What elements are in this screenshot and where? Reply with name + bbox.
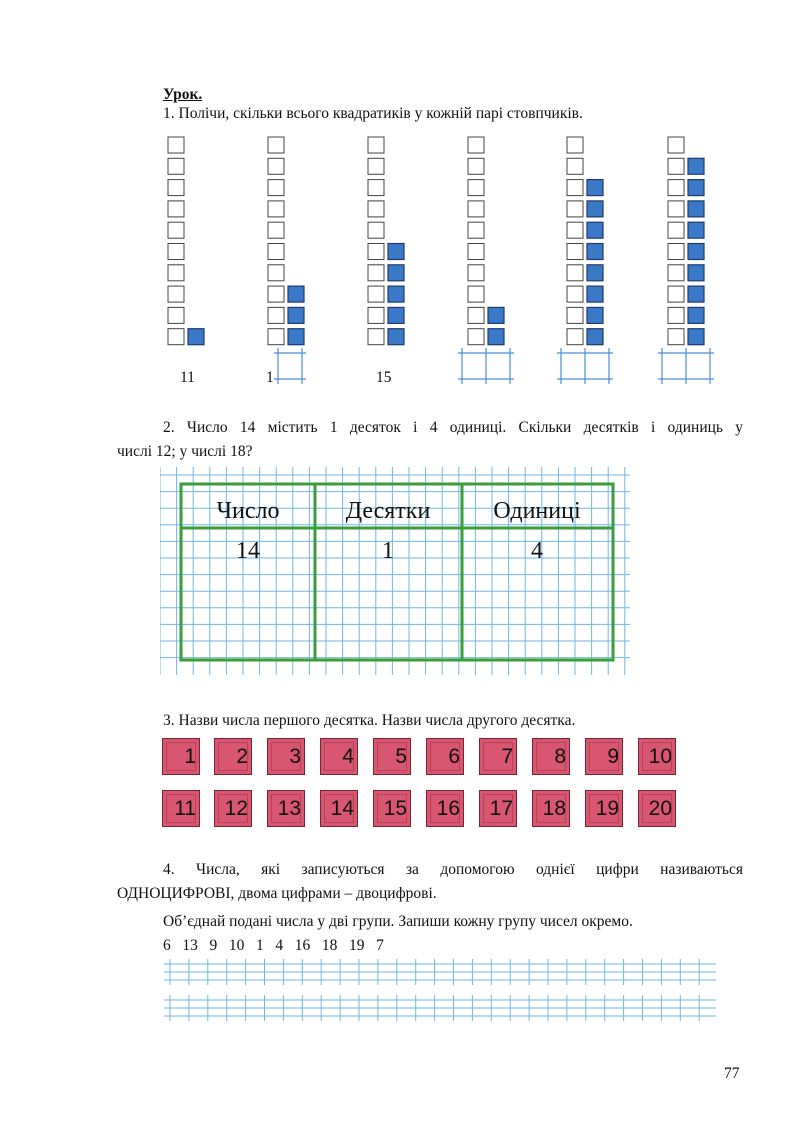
empty-square bbox=[668, 180, 684, 196]
table-cell-units: 4 bbox=[531, 538, 543, 564]
task2-instruction-line2: числі 12; у числі 18? bbox=[117, 443, 253, 460]
empty-square bbox=[168, 158, 184, 174]
filled-square bbox=[587, 201, 603, 217]
number-card: 14 bbox=[320, 790, 358, 827]
empty-square bbox=[468, 158, 484, 174]
filled-square bbox=[688, 286, 704, 302]
filled-square bbox=[488, 307, 504, 323]
empty-square bbox=[168, 244, 184, 260]
number-card: 20 bbox=[638, 790, 676, 827]
empty-square bbox=[468, 286, 484, 302]
empty-square bbox=[368, 137, 384, 153]
filled-square bbox=[188, 329, 204, 345]
filled-square bbox=[388, 244, 404, 260]
empty-square bbox=[668, 222, 684, 238]
filled-square bbox=[688, 222, 704, 238]
empty-square bbox=[368, 265, 384, 281]
empty-square bbox=[268, 265, 284, 281]
empty-square bbox=[368, 201, 384, 217]
filled-square bbox=[587, 265, 603, 281]
number-card: 17 bbox=[479, 790, 517, 827]
filled-square bbox=[388, 307, 404, 323]
empty-square bbox=[468, 137, 484, 153]
empty-square bbox=[268, 329, 284, 345]
filled-square bbox=[587, 329, 603, 345]
empty-square bbox=[468, 329, 484, 345]
empty-square bbox=[268, 286, 284, 302]
filled-square bbox=[388, 265, 404, 281]
empty-square bbox=[567, 222, 583, 238]
empty-square bbox=[567, 329, 583, 345]
table-header-units: Одиниці bbox=[493, 498, 581, 524]
table-cell-tens: 1 bbox=[382, 538, 394, 564]
empty-square bbox=[168, 201, 184, 217]
empty-square bbox=[567, 307, 583, 323]
empty-square bbox=[567, 137, 583, 153]
pair-answer-1: 11 bbox=[180, 369, 195, 386]
task4-instruction-line1: 4. Числа, які записуються за допомогою однієї цифри називаються bbox=[163, 861, 743, 878]
task1-instruction: 1. Полічи, скільки всього квадратиків у кожній парі стовпчиків. bbox=[163, 105, 583, 122]
task4-instruction-line3: Об’єднай подані числа у дві групи. Запиши кожну групу чисел окремо. bbox=[163, 913, 633, 930]
task4-instruction-line2: ОДНОЦИФРОВІ, двома цифрами – двоцифрові. bbox=[117, 885, 437, 902]
empty-square bbox=[368, 158, 384, 174]
empty-square bbox=[567, 158, 583, 174]
filled-square bbox=[688, 180, 704, 196]
empty-square bbox=[567, 265, 583, 281]
filled-square bbox=[288, 286, 304, 302]
number-card: 11 bbox=[162, 790, 200, 827]
table-header-tens: Десятки bbox=[345, 498, 431, 524]
filled-square bbox=[388, 286, 404, 302]
filled-square bbox=[587, 244, 603, 260]
empty-square bbox=[268, 307, 284, 323]
number-card: 15 bbox=[373, 790, 411, 827]
filled-square bbox=[488, 329, 504, 345]
number-card: 9 bbox=[585, 738, 623, 775]
number-card: 4 bbox=[320, 738, 358, 775]
number-card: 16 bbox=[426, 790, 464, 827]
empty-square bbox=[668, 244, 684, 260]
empty-square bbox=[168, 265, 184, 281]
empty-square bbox=[168, 137, 184, 153]
filled-square bbox=[587, 286, 603, 302]
number-card: 7 bbox=[479, 738, 517, 775]
empty-square bbox=[567, 180, 583, 196]
page-number: 77 bbox=[724, 1065, 740, 1082]
empty-square bbox=[168, 307, 184, 323]
empty-square bbox=[268, 180, 284, 196]
number-card: 8 bbox=[532, 738, 570, 775]
task2-grid-table bbox=[160, 463, 640, 683]
filled-square bbox=[288, 329, 304, 345]
pair-answer-2: 1 bbox=[266, 369, 274, 386]
empty-square bbox=[168, 286, 184, 302]
empty-square bbox=[368, 329, 384, 345]
number-card: 2 bbox=[214, 738, 252, 775]
filled-square bbox=[688, 201, 704, 217]
filled-square bbox=[587, 222, 603, 238]
task4-writing-grid bbox=[160, 956, 720, 1030]
empty-square bbox=[368, 286, 384, 302]
lesson-title: Урок. bbox=[163, 86, 203, 103]
empty-square bbox=[168, 329, 184, 345]
filled-square bbox=[388, 329, 404, 345]
number-card: 3 bbox=[267, 738, 305, 775]
number-card: 13 bbox=[267, 790, 305, 827]
empty-square bbox=[268, 222, 284, 238]
number-card: 18 bbox=[532, 790, 570, 827]
empty-square bbox=[368, 222, 384, 238]
empty-square bbox=[468, 222, 484, 238]
empty-square bbox=[567, 244, 583, 260]
filled-square bbox=[688, 158, 704, 174]
empty-square bbox=[668, 201, 684, 217]
filled-square bbox=[688, 244, 704, 260]
task2-instruction-line1: 2. Число 14 містить 1 десяток і 4 одиниці. Скільки десятків і одиниць у bbox=[163, 419, 743, 436]
empty-square bbox=[468, 307, 484, 323]
empty-square bbox=[168, 222, 184, 238]
filled-square bbox=[587, 180, 603, 196]
empty-square bbox=[468, 265, 484, 281]
filled-square bbox=[688, 307, 704, 323]
empty-square bbox=[268, 137, 284, 153]
empty-square bbox=[468, 244, 484, 260]
empty-square bbox=[668, 158, 684, 174]
empty-square bbox=[368, 180, 384, 196]
number-card: 1 bbox=[162, 738, 200, 775]
number-card: 19 bbox=[585, 790, 623, 827]
empty-square bbox=[368, 244, 384, 260]
empty-square bbox=[567, 201, 583, 217]
empty-square bbox=[168, 180, 184, 196]
empty-square bbox=[668, 265, 684, 281]
number-card: 6 bbox=[426, 738, 464, 775]
number-card: 10 bbox=[638, 738, 676, 775]
empty-square bbox=[668, 329, 684, 345]
empty-square bbox=[468, 201, 484, 217]
empty-square bbox=[668, 137, 684, 153]
filled-square bbox=[688, 265, 704, 281]
empty-square bbox=[668, 307, 684, 323]
number-card: 5 bbox=[373, 738, 411, 775]
empty-square bbox=[567, 286, 583, 302]
pair-answer-3: 15 bbox=[376, 369, 392, 386]
task3-instruction: 3. Назви числа першого десятка. Назви числа другого десятка. bbox=[163, 712, 576, 729]
table-header-number: Число bbox=[216, 498, 280, 524]
number-card: 12 bbox=[214, 790, 252, 827]
task4-numbers: 6 13 9 10 1 4 16 18 19 7 bbox=[163, 937, 384, 954]
empty-square bbox=[668, 286, 684, 302]
filled-square bbox=[288, 307, 304, 323]
empty-square bbox=[268, 158, 284, 174]
filled-square bbox=[587, 307, 603, 323]
square-columns-figure bbox=[150, 128, 750, 388]
table-cell-number: 14 bbox=[236, 538, 260, 564]
empty-square bbox=[268, 201, 284, 217]
empty-square bbox=[268, 244, 284, 260]
filled-square bbox=[688, 329, 704, 345]
empty-square bbox=[368, 307, 384, 323]
empty-square bbox=[468, 180, 484, 196]
